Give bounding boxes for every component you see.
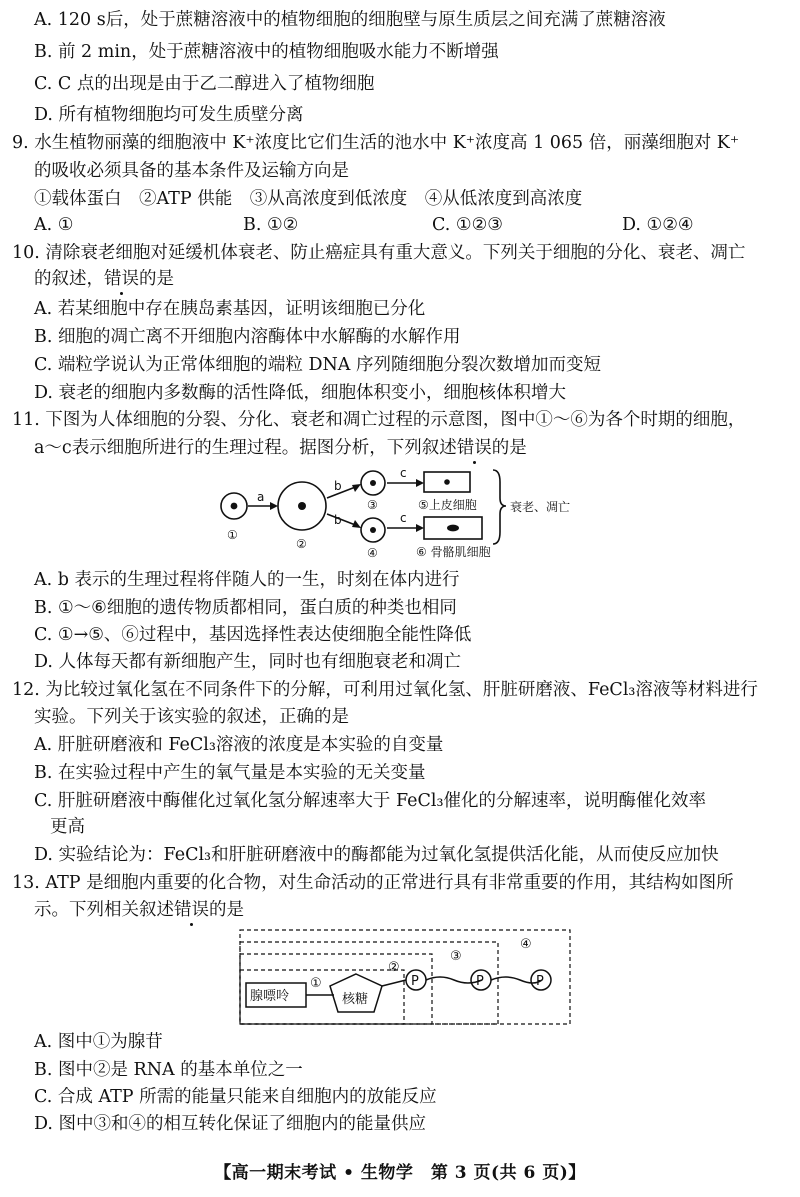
label-p3: P: [536, 974, 544, 989]
q13-option-d: D. 图中③和④的相互转化保证了细胞内的能量供应: [34, 1114, 427, 1134]
q10-option-c: C. 端粒学说认为正常体细胞的端粒 DNA 序列随细胞分裂次数增加而变短: [34, 355, 601, 375]
q12-stem-line2: 实验。下列关于该实验的叙述，正确的是: [34, 707, 349, 727]
label-c-upper: c: [400, 466, 407, 480]
label-cell-6: ⑥ 骨骼肌细胞: [416, 545, 491, 559]
label-cell-3: ③: [367, 498, 378, 512]
q11-option-a: A. b 表示的生理过程将伴随人的一生，时刻在体内进行: [34, 570, 460, 590]
q13-option-b: B. 图中②是 RNA 的基本单位之一: [34, 1060, 303, 1080]
q12-option-a: A. 肝脏研磨液和 FeCl₃溶液的浓度是本实验的自变量: [34, 735, 444, 755]
q10-stem-line2: 的叙述，错误的是: [34, 269, 174, 289]
q13-option-a: A. 图中①为腺苷: [34, 1032, 163, 1052]
q13-stem-line2: 示。下列相关叙述错误的是: [34, 900, 244, 920]
label-2: ②: [388, 960, 400, 975]
label-cell-5: ⑤上皮细胞: [418, 498, 477, 512]
label-p1: P: [411, 974, 419, 989]
q9-conditions: ①载体蛋白 ②ATP 供能 ③从高浓度到低浓度 ④从低浓度到高浓度: [34, 189, 583, 209]
emphasis-word: 错误: [104, 269, 139, 289]
q11-stem-line2: a～c表示细胞所进行的生理过程。据图分析，下列叙述错误的是: [34, 438, 527, 458]
label-a: a: [257, 490, 265, 504]
page-footer: 【高一期末考试 • 生物学 第 3 页(共 6 页)】: [214, 1163, 586, 1183]
q10-stem-line1: 10. 清除衰老细胞对延缓机体衰老、防止癌症具有重大意义。下列关于细胞的分化、衰老、凋亡: [12, 243, 746, 263]
nucleus-5: [444, 479, 450, 485]
nucleus-4: [370, 527, 376, 533]
q9-option-c: C. ①②③: [432, 215, 503, 235]
q8-option-b: B. 前 2 min，处于蔗糖溶液中的植物细胞吸水能力不断增强: [34, 42, 499, 62]
q12-option-c-line1: C. 肝脏研磨液中酶催化过氧化氢分解速率大于 FeCl₃催化的分解速率，说明酶催化效率: [34, 791, 706, 811]
q9-option-b: B. ①②: [243, 215, 299, 235]
emphasis-word: 错误: [174, 900, 209, 920]
label-b-upper: b: [334, 479, 342, 493]
label-cell-1: ①: [227, 528, 238, 542]
q8-option-c: C. C 点的出现是由于乙二醇进入了植物细胞: [34, 74, 375, 94]
nucleus-6: [447, 525, 459, 532]
cell-differentiation-diagram: [210, 462, 610, 562]
label-1: ①: [310, 976, 322, 991]
q10-option-a: A. 若某细胞中存在胰岛素基因，证明该细胞已分化: [34, 299, 426, 319]
nucleus-3: [370, 480, 376, 486]
label-b-lower: b: [334, 513, 342, 527]
q9-stem-line1: 9. 水生植物丽藻的细胞液中 K⁺浓度比它们生活的池水中 K⁺浓度高 1 065 倍，丽藻细胞对 K⁺: [12, 133, 740, 153]
q12-option-c-line2: 更高: [50, 817, 85, 837]
label-fate: 衰老、凋亡: [510, 500, 571, 514]
emphasis-word: 错误: [456, 438, 492, 458]
q12-option-b: B. 在实验过程中产生的氧气量是本实验的无关变量: [34, 763, 426, 783]
q12-stem-line1: 12. 为比较过氧化氢在不同条件下的分解，可利用过氧化氢、肝脏研磨液、FeCl₃溶液等材料进行: [12, 680, 758, 700]
q9-stem-line2: 的吸收必须具备的基本条件及运输方向是: [34, 161, 349, 181]
q9-option-a: A. ①: [34, 215, 74, 235]
q10-option-b: B. 细胞的凋亡离不开细胞内溶酶体中水解酶的水解作用: [34, 327, 461, 347]
label-c-lower: c: [400, 511, 407, 525]
q8-option-d: D. 所有植物细胞均可发生质壁分离: [34, 105, 304, 125]
nucleus-2: [298, 502, 306, 510]
label-p2: P: [476, 974, 484, 989]
q11-option-b: B. ①～⑥细胞的遗传物质都相同，蛋白质的种类也相同: [34, 598, 457, 618]
q11-stem-line1: 11. 下图为人体细胞的分裂、分化、衰老和凋亡过程的示意图，图中①～⑥为各个时期的细胞，: [12, 410, 746, 430]
label-ribose: 核糖: [342, 992, 369, 1007]
label-cell-4: ④: [367, 546, 378, 560]
label-3: ③: [450, 949, 462, 964]
label-cell-2: ②: [296, 537, 307, 551]
q13-stem-line1: 13. ATP 是细胞内重要的化合物，对生命活动的正常进行具有非常重要的作用，其结构如图所: [12, 873, 734, 893]
q10-option-d: D. 衰老的细胞内多数酶的活性降低，细胞体积变小，细胞核体积增大: [34, 383, 567, 403]
nucleus-1: [231, 503, 238, 510]
q11-option-c: C. ①→⑤、⑥过程中，基因选择性表达使细胞全能性降低: [34, 625, 472, 645]
q8-option-a: A. 120 s后，处于蔗糖溶液中的植物细胞的细胞壁与原生质层之间充满了蔗糖溶液: [34, 10, 666, 30]
atp-structure-diagram: [236, 928, 576, 1028]
q9-option-d: D. ①②④: [622, 215, 694, 235]
label-4: ④: [520, 937, 532, 952]
q12-option-d: D. 实验结论为：FeCl₃和肝脏研磨液中的酶都能为过氧化氢提供活化能，从而使反应加快: [34, 845, 719, 865]
label-adenine: 腺嘌呤: [250, 989, 290, 1004]
q11-option-d: D. 人体每天都有新细胞产生，同时也有细胞衰老和凋亡: [34, 652, 462, 672]
q13-option-c: C. 合成 ATP 所需的能量只能来自细胞内的放能反应: [34, 1087, 437, 1107]
